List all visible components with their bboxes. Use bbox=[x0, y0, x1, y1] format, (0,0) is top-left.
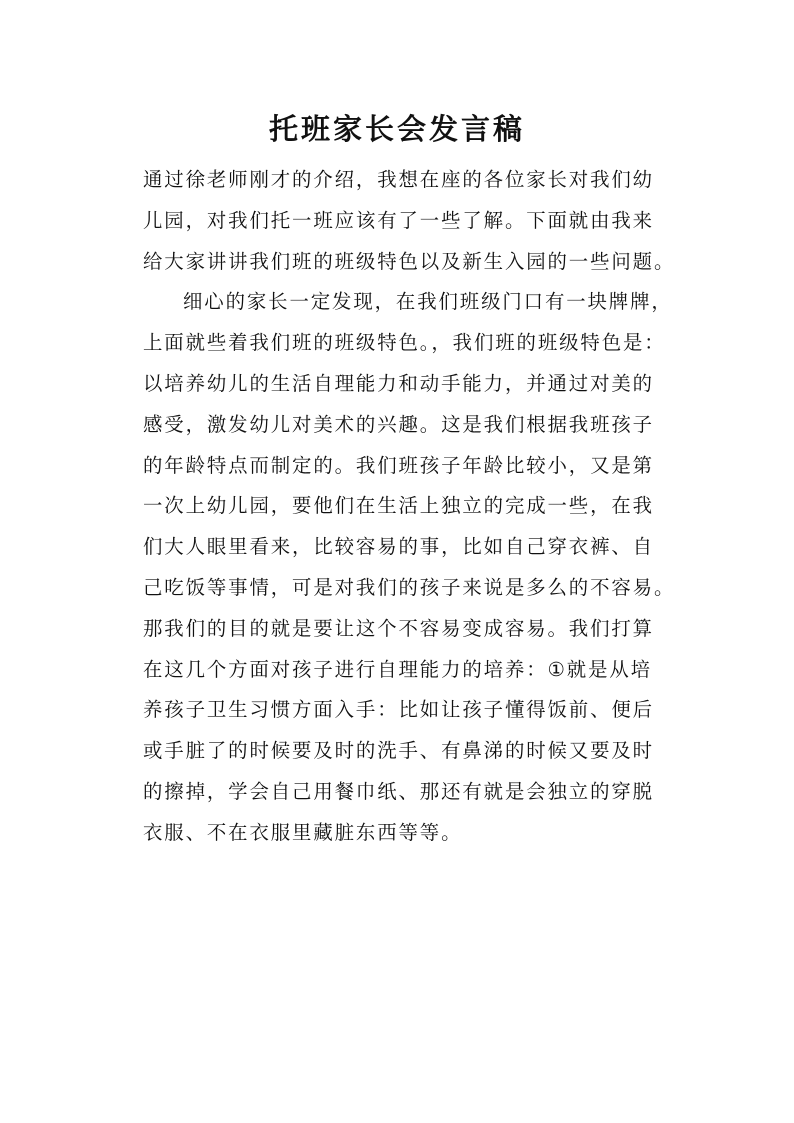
paragraph-start-line: 细心的家长一定发现，在我们班级门口有一块牌牌， bbox=[183, 290, 673, 314]
text-line: 养孩子卫生习惯方面入手：比如让孩子懂得饭前、便后 bbox=[143, 698, 654, 722]
text-line: 以培养幼儿的生活自理能力和动手能力，并通过对美的 bbox=[143, 371, 654, 395]
text-line: 儿园，对我们托一班应该有了一些了解。下面就由我来 bbox=[143, 208, 654, 232]
document-title: 托班家长会发言稿 bbox=[268, 112, 525, 146]
text-line: 那我们的目的就是要让这个不容易变成容易。我们打算 bbox=[143, 616, 654, 640]
text-line: 给大家讲讲我们班的班级特色以及新生入园的一些问题。 bbox=[143, 249, 676, 273]
text-line: 衣服、不在衣服里藏脏东西等等。 bbox=[143, 820, 463, 844]
text-line: 在这几个方面对孩子进行自理能力的培养：①就是从培 bbox=[143, 657, 652, 681]
text-line: 感受，激发幼儿对美术的兴趣。这是我们根据我班孩子 bbox=[143, 412, 654, 436]
text-line: 一次上幼儿园，要他们在生活上独立的完成一些，在我 bbox=[143, 494, 654, 518]
text-line: 们大人眼里看来，比较容易的事，比如自己穿衣裤、自 bbox=[143, 535, 654, 559]
text-line: 上面就些着我们班的班级特色。，我们班的班级特色是： bbox=[143, 331, 666, 355]
text-line: 的年龄特点而制定的。我们班孩子年龄比较小，又是第 bbox=[143, 453, 654, 477]
document-body bbox=[143, 160, 683, 854]
text-line: 己吃饭等事情，可是对我们的孩子来说是多么的不容易。 bbox=[143, 575, 676, 599]
text-line: 的擦掉，学会自己用餐巾纸、那还有就是会独立的穿脱 bbox=[143, 779, 654, 803]
text-line: 或手脏了的时候要及时的洗手、有鼻涕的时候又要及时 bbox=[143, 739, 654, 763]
text-line: 通过徐老师刚才的介绍，我想在座的各位家长对我们幼 bbox=[143, 168, 654, 191]
